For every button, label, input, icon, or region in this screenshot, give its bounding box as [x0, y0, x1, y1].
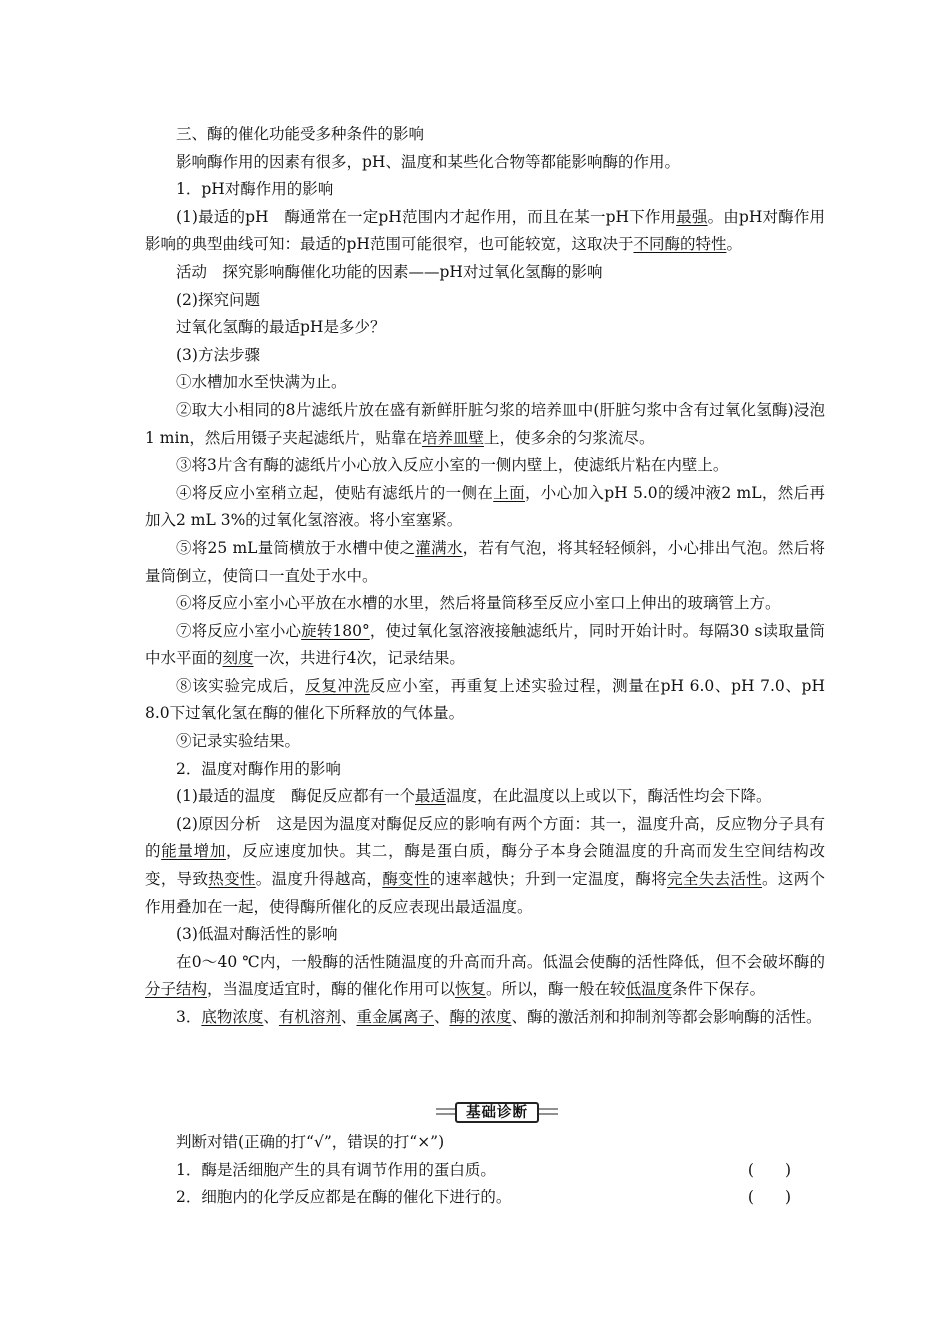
section-heading: 三、酶的催化功能受多种条件的影响	[176, 125, 425, 143]
quiz-item	[145, 1157, 825, 1185]
answer-blank: 刻度	[222, 649, 254, 668]
step-3: ③将3片含有酶的滤纸片小心放入反应小室的一侧内壁上，使滤纸片粘在内壁上。	[176, 456, 729, 475]
question-text: 过氧化氢酶的最适pH是多少？	[176, 318, 386, 337]
answer-blank: 上面	[493, 483, 525, 502]
answer-blank: 旋转180°	[301, 621, 370, 640]
answer-blank: 最强	[676, 207, 708, 226]
answer-blank: 重金属离子	[356, 1008, 434, 1026]
answer-blank: 不同酶的特性	[633, 235, 727, 254]
question-title: (2)探究问题	[176, 290, 260, 309]
quiz-item	[145, 1184, 825, 1212]
step-9: ⑨记录实验结果。	[176, 732, 301, 751]
step-4: ④将反应小室稍立起，使贴有滤纸片的一侧在上面，小心加入pH 5.0的缓冲液2 mL，然后再加入2 mL 3%的过氧化氢溶液。将小室塞紧。	[145, 483, 825, 530]
section-body	[145, 121, 825, 1032]
answer-blank: 培养皿壁	[421, 428, 484, 447]
temp-subtitle: 2．温度对酶作用的影响	[176, 759, 341, 778]
low-temp-paragraph: 在0～40 ℃内，一般酶的活性随温度的升高而升高。低温会使酶的活性降低，但不会破坏酶的分子结构，当温度适宜时，酶的催化作用可以恢复。所以，酶一般在较低温度条件下保存。	[145, 952, 825, 999]
answer-blank: 低温度	[625, 980, 673, 999]
section-intro: 影响酶作用的因素有很多，pH、温度和某些化合物等都能影响酶的作用。	[176, 152, 680, 171]
answer-blank: 有机溶剂	[278, 1008, 341, 1026]
answer-blank: 最适	[414, 787, 446, 806]
other-factors-paragraph: 3．底物浓度、有机溶剂、重金属离子、酶的浓度、酶的激活剂和抑制剂等都会影响酶的活性。	[176, 1008, 822, 1026]
temp-optimum-paragraph: (1)最适的温度 酶促反应都有一个最适温度，在此温度以上或以下，酶活性均会下降。	[176, 787, 772, 806]
answer-blank: 酶的浓度	[449, 1008, 512, 1026]
answer-blank: 热变性	[208, 870, 256, 889]
step-7: ⑦将反应小室小心旋转180°，使过氧化氢溶液接触滤纸片，同时开始计时。每隔30 s读取量筒中水平面的刻度一次，共进行4次，记录结果。	[145, 621, 825, 668]
answer-blank: 酶变性	[382, 870, 430, 889]
low-temp-title: (3)低温对酶活性的影响	[176, 925, 338, 944]
diagnosis-banner	[436, 1101, 558, 1123]
answer-blank: 恢复	[455, 980, 487, 999]
quiz-item-text: 2．细胞内的化学反应都是在酶的催化下进行的。	[176, 1188, 512, 1207]
step-6: ⑥将反应小室小心平放在水槽的水里，然后将量筒移至反应小室口上伸出的玻璃管上方。	[176, 594, 781, 613]
answer-parentheses[interactable]: ( )	[747, 1160, 791, 1179]
answer-blank: 能量增加	[161, 842, 227, 861]
activity-title: 活动 探究影响酶催化功能的因素——pH对过氧化氢酶的影响	[176, 262, 603, 281]
temp-cause-paragraph: (2)原因分析 这是因为温度对酶促反应的影响有两个方面：其一，温度升高，反应物分子具有的能量增加，反应速度加快。其二，酶是蛋白质，酶分子本身会随温度的升高而发生空间结构改变，导致热变性。温度升得越高，酶变性的速率越快；升到一定温度，酶将完全失去活性。这两个作用叠加在一起，使得酶所催化的反应表现出最适温度。	[145, 814, 825, 916]
step-2: ②取大小相同的8片滤纸片放在盛有新鲜肝脏匀浆的培养皿中(肝脏匀浆中含有过氧化氢酶)浸泡1 min，然后用镊子夹起滤纸片，贴靠在培养皿壁上，使多余的匀浆流尽。	[145, 400, 825, 447]
diagnosis-banner-title: 基础诊断	[455, 1102, 539, 1123]
answer-blank: 底物浓度	[201, 1008, 264, 1026]
step-8: ⑧该实验完成后，反复冲洗反应小室，再重复上述实验过程，测量在pH 6.0、pH 7.0、pH 8.0下过氧化氢在酶的催化下所释放的气体量。	[145, 676, 825, 723]
answer-blank: 反复冲洗	[305, 676, 370, 695]
quiz-item-text: 1．酶是活细胞产生的具有调节作用的蛋白质。	[176, 1160, 496, 1179]
answer-parentheses[interactable]: ( )	[747, 1188, 791, 1207]
quiz-instruction: 判断对错(正确的打“√”，错误的打“×”)	[176, 1133, 445, 1151]
answer-blank: 灌满水	[415, 538, 463, 557]
ph-subtitle: 1．pH对酶作用的影响	[176, 180, 334, 199]
answer-blank: 完全失去活性	[667, 870, 762, 889]
diagnosis-quiz	[145, 1129, 825, 1212]
answer-blank: 分子结构	[145, 980, 208, 999]
step-5: ⑤将25 mL量筒横放于水槽中使之灌满水，若有气泡，将其轻轻倾斜，小心排出气泡。然后将量筒倒立，使筒口一直处于水中。	[145, 538, 825, 585]
ph-optimum-paragraph: (1)最适的pH 酶通常在一定pH范围内才起作用，而且在某一pH下作用最强。由pH对酶作用影响的典型曲线可知：最适的pH范围可能很窄，也可能较宽，这取决于不同酶的特性。	[145, 207, 825, 254]
method-title: (3)方法步骤	[176, 345, 260, 364]
step-1: ①水槽加水至快满为止。	[176, 373, 347, 392]
